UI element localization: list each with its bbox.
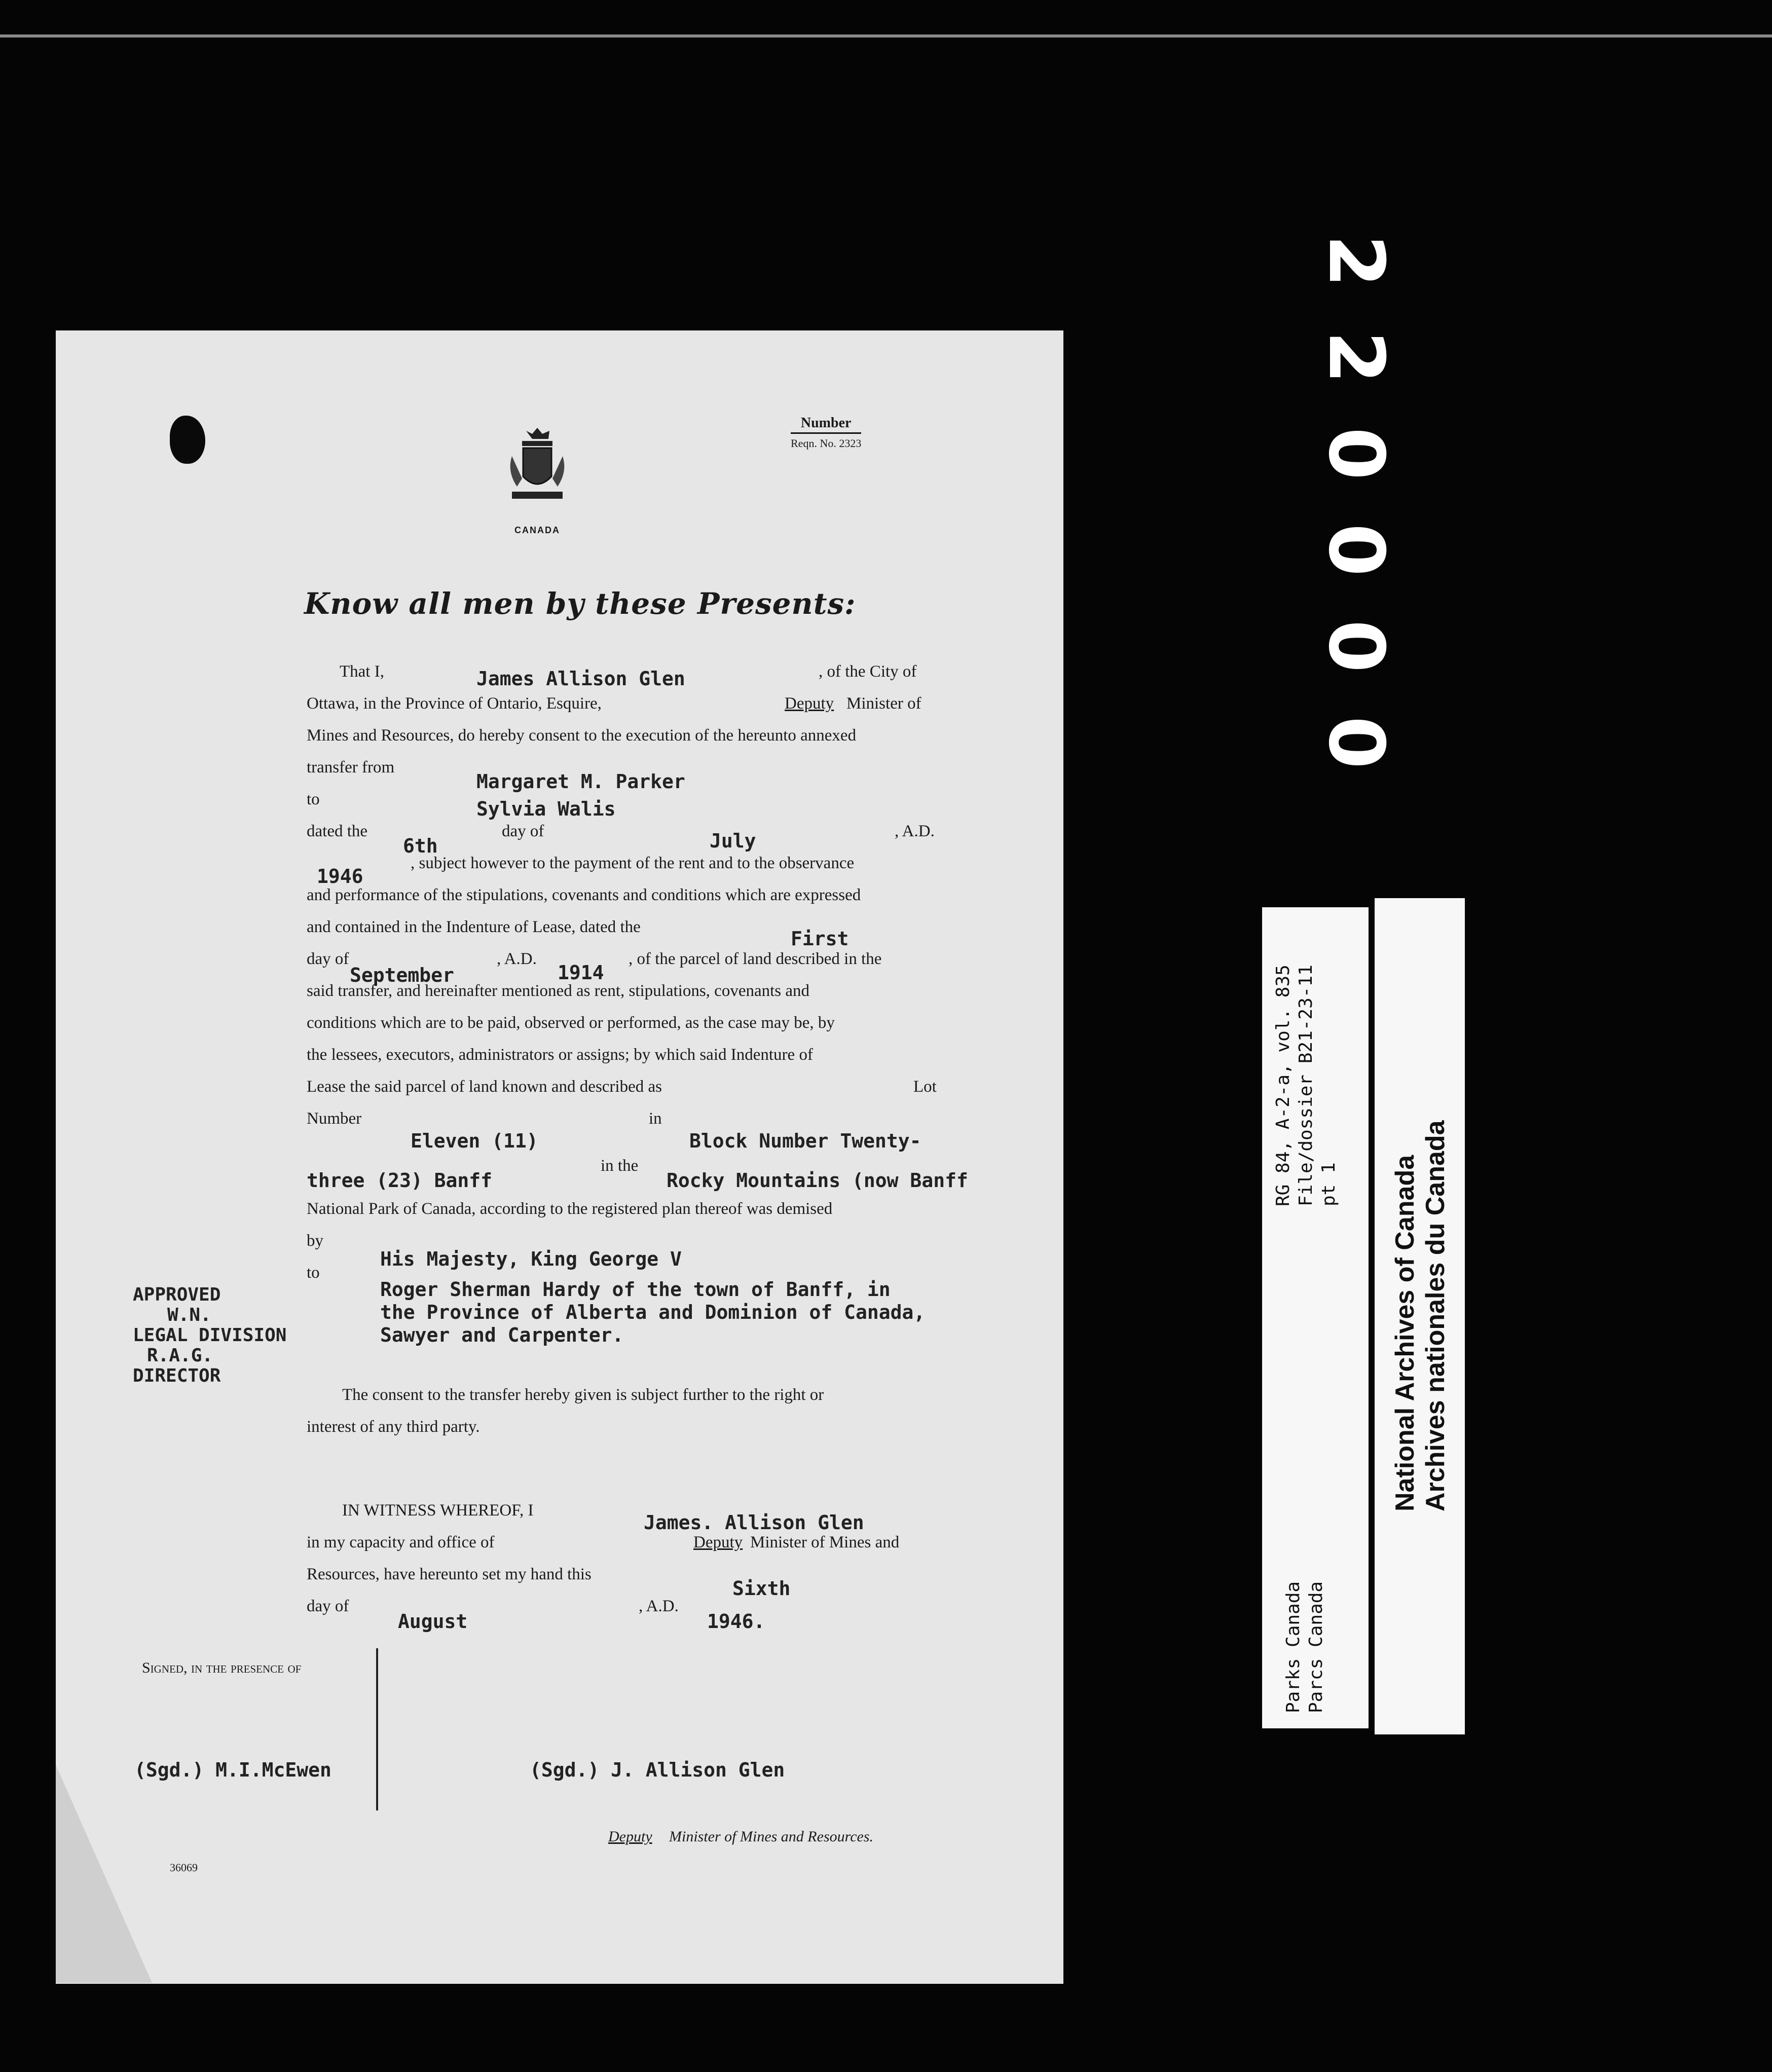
text-line: said transfer, and hereinafter mentioned as rent, stipulations, covenants and	[307, 982, 810, 1000]
form-code: 36069	[170, 1861, 198, 1874]
institution-line: National Archives of Canada	[1390, 1155, 1420, 1511]
archive-ref-line: pt 1	[1318, 1162, 1339, 1206]
text-line: in my capacity and office of	[307, 1533, 495, 1551]
text-line: to	[307, 1264, 320, 1282]
text-line: , subject however to the payment of the rent and to the observance	[411, 854, 855, 872]
signature-brace	[376, 1648, 398, 1810]
lessee-line: Roger Sherman Hardy of the town of Banff, in	[380, 1278, 891, 1301]
document-heading: Know all men by these Presents:	[304, 586, 856, 621]
folded-corner	[56, 1765, 152, 1983]
transferee-name: Sylvia Walis	[476, 798, 616, 820]
witness-signature: (Sgd.) M.I.McEwen	[134, 1759, 331, 1781]
footer-title: Minister of Mines and Resources.	[669, 1828, 873, 1845]
text-line: in the	[601, 1157, 639, 1175]
text-line: Lot	[913, 1078, 937, 1096]
text-line: Resources, have hereunto set my hand this	[307, 1565, 592, 1583]
dated-day: 6th	[403, 835, 438, 857]
text-line: Minister of	[846, 694, 921, 713]
block-value-cont: three (23) Banff	[307, 1169, 493, 1192]
institution-label	[1375, 898, 1465, 1734]
witness-grantor-name: James. Allison Glen	[644, 1511, 864, 1534]
creator-line: Parcs Canada	[1306, 1581, 1326, 1713]
text-line: National Park of Canada, according to the registered plan thereof was demised	[307, 1200, 833, 1218]
text-line: and performance of the stipulations, covenants and conditions which are expressed	[307, 886, 861, 904]
lessee-line: Sawyer and Carpenter.	[380, 1324, 624, 1346]
form-number-text: Number	[791, 414, 861, 434]
text-line: interest of any third party.	[307, 1418, 480, 1436]
text-line: day of	[307, 1597, 349, 1615]
creator-line: Parks Canada	[1283, 1581, 1304, 1713]
text-line: IN WITNESS WHEREOF, I	[342, 1501, 534, 1520]
archive-ref-line: RG 84, A-2-a, vol. 835	[1273, 965, 1294, 1206]
dated-year: 1946	[317, 865, 363, 887]
frame-digit: 0	[1312, 619, 1400, 673]
text-line: , of the parcel of land described in the	[629, 950, 882, 968]
text-line: Number	[307, 1109, 362, 1128]
signed-presence-label: Signed, in the presence of	[142, 1659, 302, 1676]
crest-label: CANADA	[514, 525, 560, 535]
archive-ref-line: File/dossier B21-23-11	[1296, 965, 1316, 1206]
block-value: Block Number Twenty-	[689, 1130, 921, 1152]
text-line: , A.D.	[497, 950, 537, 968]
lease-month: September	[350, 964, 454, 986]
requisition-number: Reqn. No. 2323	[791, 437, 862, 450]
grantor-name: James Allison Glen	[476, 668, 685, 690]
transferor-name: Margaret M. Parker	[476, 770, 685, 793]
approval-stamp-line: W.N.	[167, 1305, 211, 1325]
text-line: and contained in the Indenture of Lease, dated the	[307, 918, 641, 936]
grantor-signature: (Sgd.) J. Allison Glen	[530, 1759, 785, 1781]
frame-digit: 0	[1312, 427, 1400, 480]
text-line: by	[307, 1232, 323, 1250]
by-value: His Majesty, King George V	[380, 1248, 682, 1270]
witness-month: August	[398, 1610, 468, 1633]
deputy-word: Deputy	[785, 694, 834, 713]
approval-stamp-line: LEGAL DIVISION	[133, 1325, 287, 1346]
text-line: , of the City of	[819, 662, 917, 681]
approval-stamp-line: DIRECTOR	[133, 1365, 221, 1386]
text-line: transfer from	[307, 758, 395, 776]
text-line: dated the	[307, 822, 368, 840]
text-line: The consent to the transfer hereby given is subject further to the right or	[342, 1386, 824, 1404]
text-line: Minister of Mines and	[750, 1533, 900, 1551]
approval-stamp-line: R.A.G.	[147, 1345, 213, 1366]
text-line: , A.D.	[639, 1597, 679, 1615]
text-line: Ottawa, in the Province of Ontario, Esquire,	[307, 694, 602, 713]
text-line: That I,	[340, 662, 384, 681]
witness-year: 1946.	[707, 1610, 765, 1633]
lessee-line: the Province of Alberta and Dominion of Canada,	[380, 1301, 926, 1323]
deputy-word: Deputy	[608, 1828, 652, 1845]
park-value: Rocky Mountains (now Banff	[667, 1169, 968, 1192]
text-line: day of	[502, 822, 544, 840]
frame-digit: 2	[1312, 330, 1400, 384]
text-line: in	[649, 1109, 662, 1128]
approval-stamp-line: APPROVED	[133, 1284, 221, 1305]
ink-blot	[170, 416, 205, 464]
text-line: day of	[307, 950, 349, 968]
lease-year: 1914	[558, 961, 604, 984]
frame-digit: 2	[1312, 234, 1400, 288]
deputy-word: Deputy	[693, 1533, 743, 1551]
dated-month: July	[710, 830, 756, 852]
frame-digit: 0	[1312, 716, 1400, 769]
frame-digit: 0	[1312, 523, 1400, 577]
text-line: to	[307, 790, 320, 808]
text-line: Lease the said parcel of land known and described as	[307, 1078, 662, 1096]
film-edge-line	[0, 34, 1772, 38]
lot-value: Eleven (11)	[411, 1130, 538, 1152]
witness-day: Sixth	[732, 1577, 791, 1600]
archive-reference-label	[1262, 907, 1369, 1728]
frame-number	[1308, 213, 1400, 791]
text-line: conditions which are to be paid, observed or performed, as the case may be, by	[307, 1014, 835, 1032]
form-number	[791, 414, 861, 453]
text-line: , A.D.	[895, 822, 935, 840]
text-line: the lessees, executors, administrators or assigns; by which said Indenture of	[307, 1046, 813, 1064]
institution-line: Archives nationales du Canada	[1421, 1120, 1450, 1511]
text-line: Mines and Resources, do hereby consent to the execution of the hereunto annexed	[307, 726, 857, 745]
lease-day: First	[791, 928, 849, 950]
canada-coat-of-arms-icon	[502, 426, 573, 504]
document-page	[56, 330, 1063, 1984]
